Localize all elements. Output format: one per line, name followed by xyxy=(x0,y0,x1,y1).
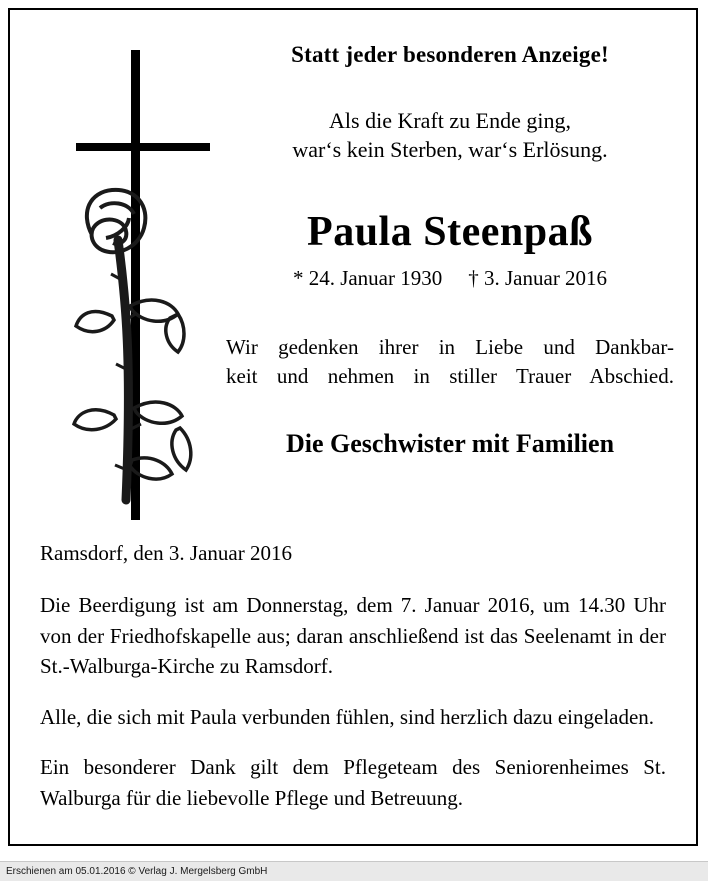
invitation-text: Alle, die sich mit Paula verbunden fühlen, sind herzlich dazu eingeladen. xyxy=(40,704,655,729)
verse-line-2: war‘s kein Sterben, war‘s Erlösung. xyxy=(292,137,608,163)
death-date: † 3. Januar 2016 xyxy=(468,266,608,291)
memory-line-1: Wir gedenken ihrer in Liebe und Dankbar- xyxy=(226,335,674,360)
verse-line-1: Als die Kraft zu Ende ging, xyxy=(329,108,571,133)
publication-footer xyxy=(0,861,708,881)
place-and-date: Ramsdorf, den 3. Januar 2016 xyxy=(40,541,292,565)
notice-text-column xyxy=(220,28,680,459)
deceased-name: Paula Steenpaß xyxy=(307,209,593,256)
publication-footer-text: Erschienen am 05.01.2016 © Verlag J. Mergelsberg GmbH xyxy=(6,866,268,877)
notice-bottom-section xyxy=(10,538,696,813)
verse-block xyxy=(220,106,680,164)
memory-line-2: keit und nehmen in stiller Trauer Abschied. xyxy=(226,364,674,389)
funeral-details: Die Beerdigung ist am Donnerstag, dem 7. Januar 2016, um 14.30 Uhr von der Friedhofskapelle aus; daran anschließend ist das Seelenamt in der St.-Walburga-Kirche zu Ramsdorf. xyxy=(40,593,666,679)
birth-date: * 24. Januar 1930 xyxy=(292,266,443,291)
notice-heading: Statt jeder besonderen Anzeige! xyxy=(291,42,609,67)
memory-text xyxy=(220,333,680,391)
life-dates xyxy=(220,266,680,291)
notice-top-section xyxy=(10,10,696,530)
family-signature: Die Geschwister mit Familien xyxy=(285,429,615,458)
thanks-text: Ein besonderer Dank gilt dem Pflegeteam des Seniorenheimes St. Walburga für die liebevolle Pflege und Betreuung. xyxy=(40,755,666,810)
cross-with-rose-icon xyxy=(40,30,210,520)
obituary-notice xyxy=(8,8,698,846)
